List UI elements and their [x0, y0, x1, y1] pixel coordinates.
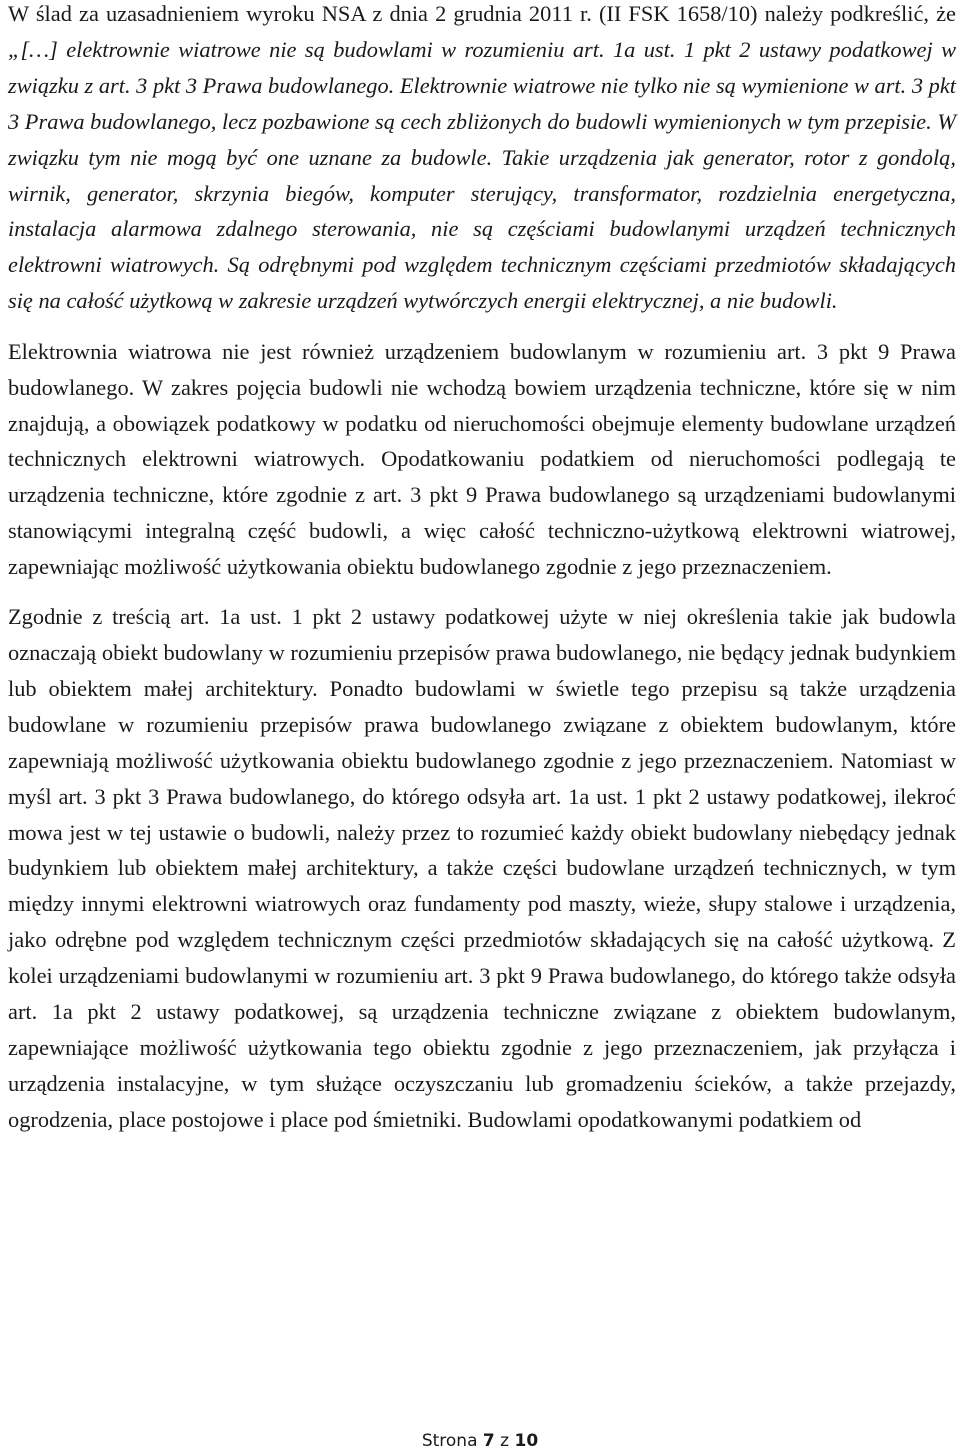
paragraph-2 — [8, 334, 956, 585]
footer-prefix: Strona — [421, 1431, 478, 1451]
footer-separator: z — [500, 1431, 510, 1451]
footer-total-pages: 10 — [514, 1431, 539, 1451]
paragraph-1-quote-part-2: Takie urządzenia jak generator, rotor z gondolą, wirnik, generator, skrzynia biegów, komputer sterujący, transformator, rozdzielnia energetyczna, instalacja alarmowa zdalnego sterowania, nie są częściami budowlanymi urządzeń technicznych elektrowni wiatrowych. Są odrębnymi pod względem technicznym częściami przedmiotów składających się na całość użytkową w zakresie urządzeń wytwórczych energii elektrycznej, a nie budowli. — [8, 144, 956, 314]
document-body — [8, 0, 956, 1138]
page-footer — [0, 1430, 960, 1452]
footer-current-page: 7 — [482, 1431, 495, 1451]
paragraph-2-text: Elektrownia wiatrowa nie jest również urządzeniem budowlanym w rozumieniu art. 3 pkt 9 Prawa budowlanego. W zakres pojęcia budowli nie wchodzą bowiem urządzenia techniczne, które się w nim znajdują, a obowiązek podatkowy w podatku od nieruchomości obejmuje elementy budowlane urządzeń technicznych elektrowni wiatrowych. Opodatkowaniu podatkiem od nieruchomości podlegają te urządzenia techniczne, które zgodnie z art. 3 pkt 9 Prawa budowlanego są urządzeniami budowlanymi stanowiącymi integralną część budowli, a więc całość techniczno-użytkową elektrowni wiatrowej, zapewniając możliwość użytkowania obiektu budowlanego zgodnie z jego przeznaczeniem. — [8, 338, 956, 580]
paragraph-1 — [8, 0, 956, 319]
paragraph-1-quote-part-1: „[…] elektrownie wiatrowe nie są budowlami w rozumieniu art. 1a ust. 1 pkt 2 ustawy podatkowej w związku z art. 3 pkt 3 Prawa budowlanego. Elektrownie wiatrowe nie tylko nie są wymienione w art. 3 pkt 3 Prawa budowlanego, lecz pozbawione są cech zbliżonych do budowli wymienionych w tym przepisie. W związku tym nie mogą być one uznane za budowle. — [8, 36, 956, 170]
paragraph-3-text: Zgodnie z treścią art. 1a ust. 1 pkt 2 ustawy podatkowej użyte w niej określenia takie jak budowla oznaczają obiekt budowlany w rozumieniu przepisów prawa budowlanego, nie będący jednak budynkiem lub obiektem małej architektury. Ponadto budowlami w świetle tego przepisu są także urządzenia budowlane w rozumieniu przepisów prawa budowlanego związane z obiektem budowlanym, które zapewniają możliwość użytkowania obiektu budowlanego zgodnie z jego przeznaczeniem. Natomiast w myśl art. 3 pkt 3 Prawa budowlanego, do którego odsyła art. 1a ust. 1 pkt 2 ustawy podatkowej, ilekroć mowa jest w tej ustawie o budowli, należy przez to rozumieć każdy obiekt budowlany niebędący jednak budynkiem lub obiektem małej architektury, a także części budowlane urządzeń technicznych, w tym między innymi elektrowni wiatrowych oraz fundamenty pod maszty, wieże, słupy stalowe i urządzenia, jako odrębne pod względem technicznym części przedmiotów składających się na całość użytkową. Z kolei urządzeniami budowlanymi w rozumieniu art. 3 pkt 9 Prawa budowlanego, do którego także odsyła art. 1a pkt 2 ustawy podatkowej, są urządzenia techniczne związane z obiektem budowlanym, zapewniające możliwość użytkowania tego obiektu zgodnie z jego przeznaczeniem, jak przyłącza i urządzenia instalacyjne, w tym służące oczyszczaniu lub gromadzeniu ścieków, a także przejazdy, ogrodzenia, place postojowe i place pod śmietniki. Budowlami opodatkowanymi podatkiem od — [8, 604, 956, 1132]
paragraph-3 — [8, 599, 956, 1138]
paragraph-1-intro: W ślad za uzasadnieniem wyroku NSA z dnia 2 grudnia 2011 r. (II FSK 1658/10) należy podkreślić, że — [8, 1, 956, 26]
